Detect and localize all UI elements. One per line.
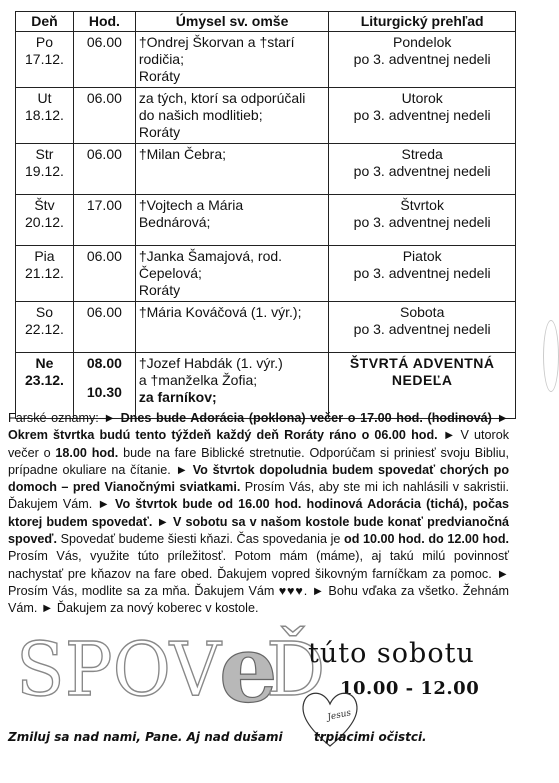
arrow-icon: ► (496, 566, 509, 581)
announcement-confession-a: Spovedať budeme šiesti kňazi. Čas spovedania je (60, 532, 341, 547)
liturgy-line: Sobota (399, 304, 445, 320)
intention-cell (135, 195, 329, 246)
time-cell: 06.00 (73, 302, 135, 353)
intention-line: †Mária Kováčová (1. výr.); (138, 304, 302, 320)
intention-line: †Ondrej Škorvan a †starí (138, 34, 295, 50)
footer-prayer-right: trpiacimi očistci. (314, 730, 427, 744)
arrow-icon: ► (175, 462, 188, 477)
table-row (16, 302, 516, 353)
confession-word-mid: e (219, 615, 278, 723)
intention-cell (135, 246, 329, 302)
intention-line: rodičia; (138, 51, 184, 67)
announcement-bible-time: 18.00 hod. (55, 445, 119, 460)
liturgy-cell (329, 195, 516, 246)
day-date: 20.12. (25, 214, 64, 230)
intention-line: Čepelová; (138, 265, 202, 281)
liturgy-line: Utorok (401, 90, 443, 106)
announcement-sick-rest: Prosím Vás, aby ste mi ich nahlásili v sakristii. Ďakujem Vám. (8, 480, 510, 512)
announcement-carpet: Ďakujem za nový koberec v kostole. (56, 601, 259, 616)
intention-line: †Jozef Habdák (1. výr.) (138, 355, 283, 371)
time-cell (73, 353, 135, 419)
table-row (16, 32, 516, 88)
parish-announcements (8, 410, 509, 618)
table-row (16, 195, 516, 246)
announcement-confession-c: Prosím Vás, využite túto príležitosť. Potom mám (máme), aj takú milú povinnosť nachystať pre kňazov na fare obed. Ďakujem vopred šikovným farníčkam za pomoc. (8, 549, 509, 581)
liturgy-cell (329, 144, 516, 195)
liturgy-line: ŠTVRTÁ ADVENTNÁ (349, 355, 495, 371)
time-value: 10.30 (86, 384, 122, 400)
day-date: 18.12. (25, 107, 64, 123)
intention-line: Roráty (138, 282, 181, 298)
day-date: 21.12. (25, 265, 64, 281)
liturgy-line: Štvrtok (400, 197, 444, 213)
time-value: 08.00 (86, 355, 122, 371)
table-header-row (16, 12, 516, 32)
announcements-text (8, 410, 509, 618)
day-name: Pia (34, 248, 55, 264)
announcement-sick-confession: Vo štvrtok dopoludnia budem spovedať chorých po domoch – pred Vianočnými sviatkami. (8, 462, 510, 495)
day-cell (16, 32, 74, 88)
intention-line: za farníkov; (138, 389, 217, 405)
arrow-icon: ► (103, 411, 116, 425)
time-cell: 17.00 (73, 195, 135, 246)
intention-cell (135, 353, 329, 419)
day-name: Po (35, 34, 54, 50)
time-cell: 06.00 (73, 144, 135, 195)
intention-line: za tých, ktorí sa odporúčali (138, 90, 306, 106)
intention-line: Bednárová; (138, 214, 211, 230)
announcement-bible-c: bude na fare Biblické stretnutie. Odporúčam si priniesť svoju Bibliu, prípadne okuliare na čítanie. (8, 445, 510, 477)
liturgy-cell (329, 246, 516, 302)
arrow-icon: ► (40, 601, 54, 616)
page-edge-decoration (543, 320, 559, 392)
time-cell: 06.00 (73, 32, 135, 88)
liturgy-line: po 3. adventnej nedeli (353, 321, 491, 337)
intention-line: †Milan Čebra; (138, 146, 226, 162)
intention-line: †Janka Šamajová, rod. (138, 248, 283, 264)
intention-line: a †manželka Žofia; (138, 372, 258, 388)
arrow-icon: ► (442, 428, 456, 443)
intention-cell (135, 144, 329, 195)
day-cell (16, 302, 74, 353)
header-liturgy: Liturgický prehľad (329, 12, 516, 32)
announcement-confession-time: od 10.00 hod. do 12.00 hod. (344, 532, 510, 547)
header-day: Deň (16, 12, 74, 32)
arrow-icon: ► (97, 497, 110, 512)
day-cell (16, 88, 74, 144)
day-date: 19.12. (25, 163, 64, 179)
footer-prayer-left: Zmiluj sa nad nami, Pane. Aj nad dušami (8, 730, 283, 744)
announcement-bible-a: V utorok večer o (8, 428, 509, 460)
day-date: 23.12. (25, 372, 64, 388)
mass-schedule-table (15, 11, 516, 419)
confession-word-end: Ď (266, 627, 326, 713)
confession-wordart (14, 603, 326, 723)
liturgy-line: po 3. adventnej nedeli (353, 265, 491, 281)
day-cell (16, 246, 74, 302)
liturgy-cell (329, 88, 516, 144)
heart-text: Jesus (326, 708, 353, 723)
liturgy-line: po 3. adventnej nedeli (353, 214, 491, 230)
table-row (16, 246, 516, 302)
liturgy-line: NEDEĽA (391, 372, 453, 388)
intention-line: †Vojtech a Mária (138, 197, 244, 213)
day-name: Ne (35, 355, 54, 371)
arrow-icon: ► (311, 583, 325, 598)
liturgy-line: po 3. adventnej nedeli (353, 107, 491, 123)
liturgy-cell (329, 32, 516, 88)
day-date: 17.12. (25, 51, 64, 67)
liturgy-cell (329, 302, 516, 353)
time-cell: 06.00 (73, 88, 135, 144)
intention-line: do našich modlitieb; (138, 107, 263, 123)
confession-time: 10.00 - 12.00 (340, 678, 480, 699)
announcement-saturday-confession: V sobotu sa v našom kostole bude konať predvianočná spoveď. (8, 514, 510, 547)
day-cell (16, 353, 74, 419)
arrow-icon: ► (496, 411, 510, 425)
day-name: Ut (37, 90, 52, 106)
time-cell: 06.00 (73, 246, 135, 302)
intention-line: Roráty (138, 124, 181, 140)
liturgy-line: po 3. adventnej nedeli (353, 163, 491, 179)
announcement-roraty: Okrem štvrtka budú tento týždeň každý deň Roráty ráno o 06.00 hod. (8, 428, 438, 443)
announcement-adoration-today: Dnes bude Adorácia (poklona) večer o 17.00 hod. (hodinová) (120, 411, 492, 425)
announcement-thanks: Bohu vďaka za všetko. Žehnám Vám. (8, 583, 510, 616)
liturgy-line: po 3. adventnej nedeli (353, 51, 491, 67)
announcements-label: Farské oznamy: (8, 411, 99, 425)
liturgy-line: Streda (401, 146, 443, 162)
table-row (16, 88, 516, 144)
day-date: 22.12. (25, 321, 64, 337)
header-hour: Hod. (73, 12, 135, 32)
liturgy-line: Pondelok (392, 34, 452, 50)
table-row (16, 144, 516, 195)
intention-cell (135, 302, 329, 353)
table-row (16, 353, 516, 419)
arrow-icon: ► (156, 514, 169, 529)
day-name: So (35, 304, 54, 320)
confession-day: túto sobotu (308, 638, 475, 669)
header-intention: Úmysel sv. omše (135, 12, 329, 32)
day-cell (16, 195, 74, 246)
liturgy-cell (329, 353, 516, 419)
intention-cell (135, 88, 329, 144)
day-cell (16, 144, 74, 195)
day-name: Str (35, 146, 54, 162)
announcement-thursday-adoration: Vo štvrtok bude od 16.00 hod. hodinová Adorácia (tichá), počas ktorej budem spovedať. (8, 497, 510, 529)
liturgy-line: Piatok (402, 248, 442, 264)
announcement-pray: Prosím Vás, modlite sa za mňa. Ďakujem Vám ♥♥♥. (8, 583, 308, 598)
confession-word-start: SPOV (16, 627, 223, 713)
intention-line: Roráty (138, 68, 181, 84)
intention-cell (135, 32, 329, 88)
day-name: Štv (34, 197, 55, 213)
